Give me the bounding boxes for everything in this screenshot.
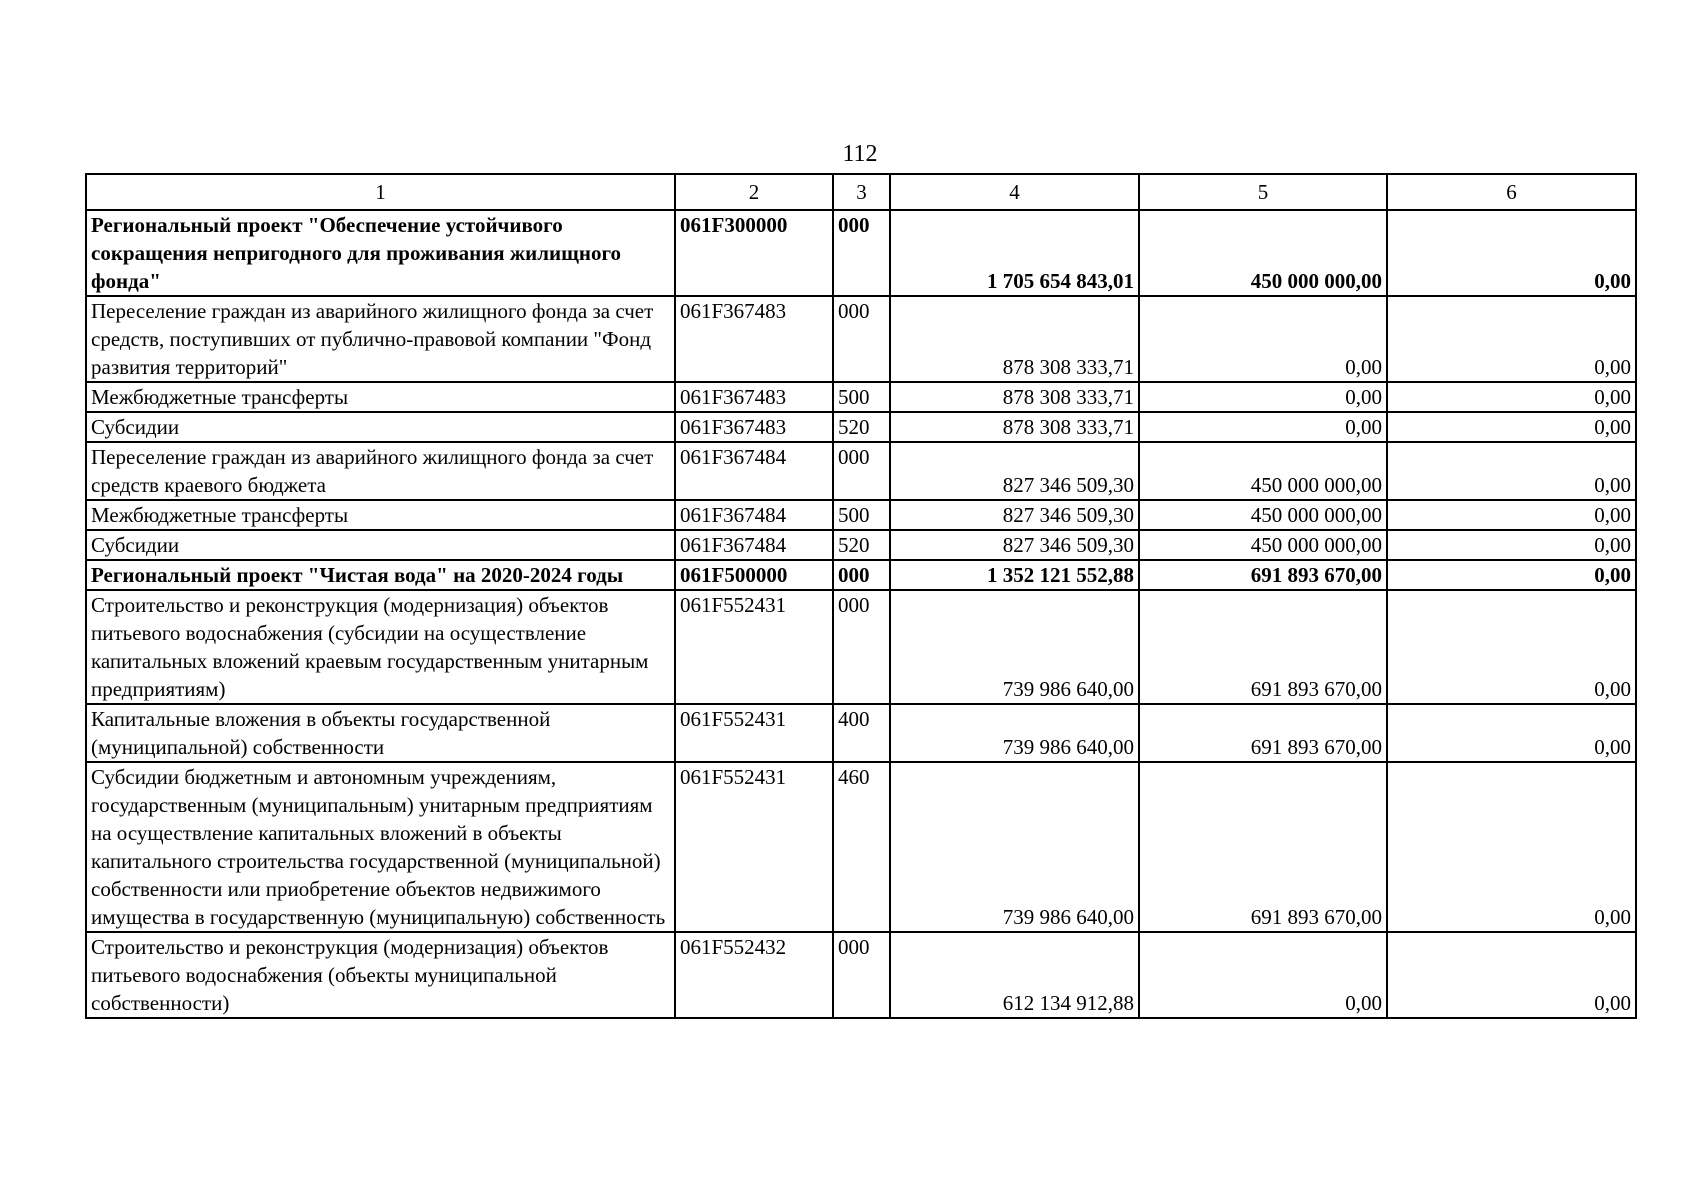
row-kvr-cell: 400 [833, 704, 890, 762]
row-kvr-cell: 000 [833, 590, 890, 704]
table-row [86, 704, 1636, 762]
table-row [86, 590, 1636, 704]
row-value-col4-cell: 1 705 654 843,01 [890, 210, 1139, 296]
table-row [86, 442, 1636, 500]
row-name-cell: Капитальные вложения в объекты государственной (муниципальной) собственности [86, 704, 675, 762]
row-code-cell: 061F300000 [675, 210, 833, 296]
column-header-5: 5 [1139, 174, 1387, 210]
row-value-col5-cell: 450 000 000,00 [1139, 210, 1387, 296]
table-row [86, 530, 1636, 560]
row-value-col4-cell: 878 308 333,71 [890, 382, 1139, 412]
row-code-cell: 061F552431 [675, 704, 833, 762]
row-code-cell: 061F552431 [675, 590, 833, 704]
row-value-col6-cell: 0,00 [1387, 762, 1636, 932]
row-kvr-cell: 460 [833, 762, 890, 932]
row-name-cell: Строительство и реконструкция (модернизация) объектов питьевого водоснабжения (субсидии на осуществление капитальных вложений краевым государственным унитарным предприятиям) [86, 590, 675, 704]
row-name-cell: Строительство и реконструкция (модернизация) объектов питьевого водоснабжения (объекты муниципальной собственности) [86, 932, 675, 1018]
row-name-cell: Межбюджетные трансферты [86, 382, 675, 412]
row-value-col4-cell: 612 134 912,88 [890, 932, 1139, 1018]
header-row [86, 174, 1636, 210]
row-name-cell: Региональный проект "Чистая вода" на 2020-2024 годы [86, 560, 675, 590]
row-name-cell: Переселение граждан из аварийного жилищного фонда за счет средств, поступивших от публично-правовой компании "Фонд развития территорий" [86, 296, 675, 382]
row-value-col5-cell: 450 000 000,00 [1139, 442, 1387, 500]
column-header-1: 1 [86, 174, 675, 210]
row-code-cell: 061F367483 [675, 412, 833, 442]
row-code-cell: 061F367483 [675, 382, 833, 412]
row-value-col4-cell: 739 986 640,00 [890, 590, 1139, 704]
row-code-cell: 061F367484 [675, 530, 833, 560]
row-value-col5-cell: 0,00 [1139, 412, 1387, 442]
row-value-col4-cell: 827 346 509,30 [890, 530, 1139, 560]
row-kvr-cell: 000 [833, 560, 890, 590]
row-value-col5-cell: 0,00 [1139, 932, 1387, 1018]
row-name-cell: Субсидии бюджетным и автономным учреждениям, государственным (муниципальным) унитарным предприятиям на осуществление капитальных вложений в объекты капитального строительства государственной (муниципальной) собственности или приобретение объектов недвижимого имущества в государственную (муниципальную) собственность [86, 762, 675, 932]
table-row [86, 412, 1636, 442]
row-value-col4-cell: 827 346 509,30 [890, 500, 1139, 530]
table-row [86, 296, 1636, 382]
table-row [86, 210, 1636, 296]
table-row [86, 762, 1636, 932]
row-value-col6-cell: 0,00 [1387, 382, 1636, 412]
page-number: 112 [842, 141, 878, 167]
row-value-col5-cell: 691 893 670,00 [1139, 560, 1387, 590]
row-code-cell: 061F552432 [675, 932, 833, 1018]
row-value-col5-cell: 0,00 [1139, 382, 1387, 412]
row-kvr-cell: 000 [833, 210, 890, 296]
row-code-cell: 061F367484 [675, 500, 833, 530]
row-value-col6-cell: 0,00 [1387, 932, 1636, 1018]
row-value-col4-cell: 827 346 509,30 [890, 442, 1139, 500]
row-value-col4-cell: 878 308 333,71 [890, 296, 1139, 382]
row-value-col6-cell: 0,00 [1387, 412, 1636, 442]
row-kvr-cell: 000 [833, 932, 890, 1018]
row-code-cell: 061F367484 [675, 442, 833, 500]
row-value-col5-cell: 691 893 670,00 [1139, 590, 1387, 704]
table-row [86, 500, 1636, 530]
column-header-4: 4 [890, 174, 1139, 210]
column-header-6: 6 [1387, 174, 1636, 210]
row-kvr-cell: 520 [833, 412, 890, 442]
row-value-col6-cell: 0,00 [1387, 442, 1636, 500]
row-value-col5-cell: 450 000 000,00 [1139, 530, 1387, 560]
row-value-col4-cell: 878 308 333,71 [890, 412, 1139, 442]
row-value-col6-cell: 0,00 [1387, 704, 1636, 762]
column-header-3: 3 [833, 174, 890, 210]
row-value-col5-cell: 691 893 670,00 [1139, 704, 1387, 762]
row-kvr-cell: 000 [833, 442, 890, 500]
row-value-col5-cell: 450 000 000,00 [1139, 500, 1387, 530]
row-value-col6-cell: 0,00 [1387, 530, 1636, 560]
row-value-col5-cell: 0,00 [1139, 296, 1387, 382]
row-kvr-cell: 000 [833, 296, 890, 382]
row-name-cell: Субсидии [86, 412, 675, 442]
row-kvr-cell: 520 [833, 530, 890, 560]
row-name-cell: Субсидии [86, 530, 675, 560]
row-value-col6-cell: 0,00 [1387, 590, 1636, 704]
table-row [86, 560, 1636, 590]
row-value-col5-cell: 691 893 670,00 [1139, 762, 1387, 932]
row-name-cell: Переселение граждан из аварийного жилищного фонда за счет средств краевого бюджета [86, 442, 675, 500]
row-value-col4-cell: 739 986 640,00 [890, 704, 1139, 762]
row-code-cell: 061F552431 [675, 762, 833, 932]
column-header-2: 2 [675, 174, 833, 210]
row-value-col4-cell: 1 352 121 552,88 [890, 560, 1139, 590]
table-row [86, 382, 1636, 412]
row-value-col6-cell: 0,00 [1387, 560, 1636, 590]
row-kvr-cell: 500 [833, 500, 890, 530]
row-name-cell: Межбюджетные трансферты [86, 500, 675, 530]
row-value-col4-cell: 739 986 640,00 [890, 762, 1139, 932]
row-code-cell: 061F367483 [675, 296, 833, 382]
table-row [86, 932, 1636, 1018]
budget-table [85, 173, 1637, 1019]
row-name-cell: Региональный проект "Обеспечение устойчивого сокращения непригодного для проживания жилищного фонда" [86, 210, 675, 296]
row-value-col6-cell: 0,00 [1387, 500, 1636, 530]
row-value-col6-cell: 0,00 [1387, 210, 1636, 296]
row-value-col6-cell: 0,00 [1387, 296, 1636, 382]
row-code-cell: 061F500000 [675, 560, 833, 590]
row-kvr-cell: 500 [833, 382, 890, 412]
